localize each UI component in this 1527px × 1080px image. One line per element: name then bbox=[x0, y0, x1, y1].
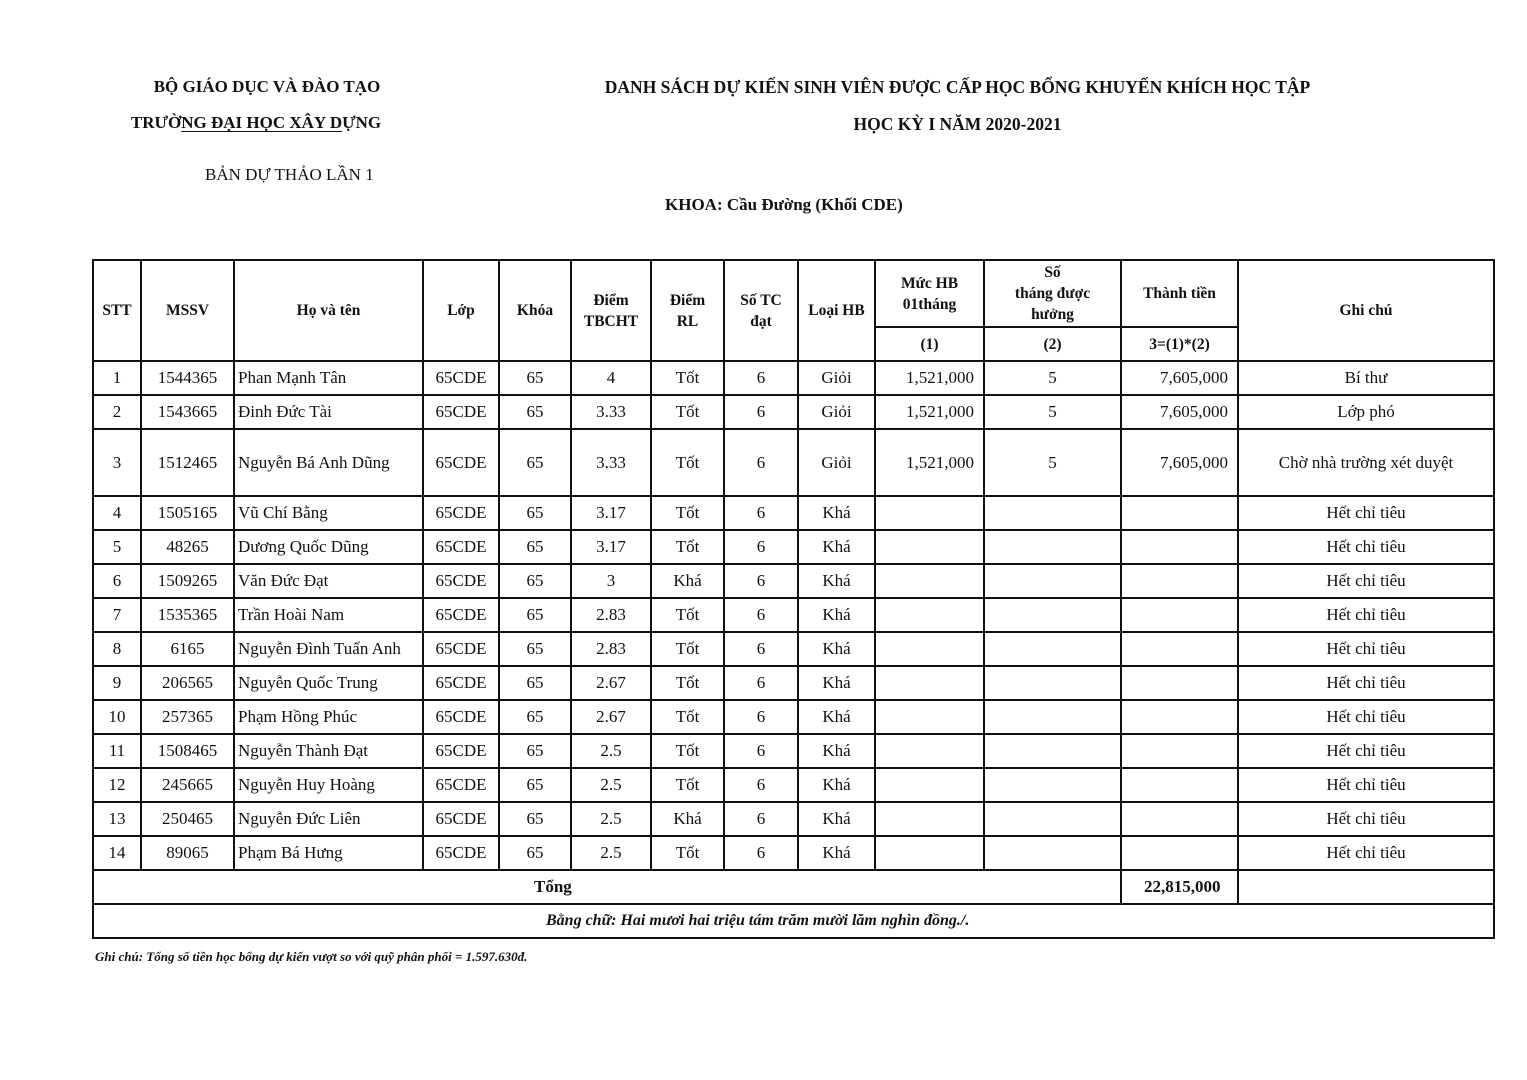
cell-monthly: 1,521,000 bbox=[875, 395, 984, 429]
cell-conduct: Tốt bbox=[651, 361, 724, 395]
cell-type: Khá bbox=[798, 632, 875, 666]
cell-mssv: 1544365 bbox=[141, 361, 234, 395]
cell-stt: 13 bbox=[93, 802, 141, 836]
col-header-conduct bbox=[651, 260, 724, 361]
cell-conduct: Tốt bbox=[651, 530, 724, 564]
cell-mssv: 89065 bbox=[141, 836, 234, 870]
cell-months bbox=[984, 564, 1121, 598]
cell-class: 65CDE bbox=[423, 666, 499, 700]
cell-gpa: 2.5 bbox=[571, 802, 651, 836]
cell-conduct: Tốt bbox=[651, 632, 724, 666]
cell-type: Giỏi bbox=[798, 429, 875, 496]
col-header-months-line2: tháng được bbox=[1014, 285, 1091, 302]
cell-type: Khá bbox=[798, 496, 875, 530]
cell-name: Văn Đức Đạt bbox=[234, 564, 423, 598]
col-header-mssv: MSSV bbox=[141, 260, 234, 361]
cell-monthly bbox=[875, 598, 984, 632]
school-name-underlined: NG ĐẠI HỌC XÂY D bbox=[181, 113, 343, 132]
cell-type: Giỏi bbox=[798, 361, 875, 395]
cell-stt: 14 bbox=[93, 836, 141, 870]
cell-gpa: 2.5 bbox=[571, 734, 651, 768]
cell-note: Hết chỉ tiêu bbox=[1238, 564, 1494, 598]
cell-amount bbox=[1121, 700, 1238, 734]
cell-note: Hết chỉ tiêu bbox=[1238, 530, 1494, 564]
col-header-note: Ghi chú bbox=[1238, 260, 1494, 361]
cell-type: Khá bbox=[798, 734, 875, 768]
cell-type: Khá bbox=[798, 802, 875, 836]
cell-monthly bbox=[875, 836, 984, 870]
cell-type: Khá bbox=[798, 598, 875, 632]
scholarship-table bbox=[92, 259, 1495, 939]
cell-stt: 2 bbox=[93, 395, 141, 429]
cell-name: Nguyễn Huy Hoàng bbox=[234, 768, 423, 802]
cell-conduct: Tốt bbox=[651, 395, 724, 429]
cell-name: Nguyễn Quốc Trung bbox=[234, 666, 423, 700]
school-name-prefix: TRƯỜ bbox=[130, 113, 182, 132]
cell-type: Khá bbox=[798, 564, 875, 598]
cell-class: 65CDE bbox=[423, 395, 499, 429]
cell-stt: 7 bbox=[93, 598, 141, 632]
cell-note: Hết chỉ tiêu bbox=[1238, 802, 1494, 836]
col-header-gpa-line2: TBCHT bbox=[583, 312, 639, 330]
col-header-months-line3: hưởng bbox=[1031, 306, 1074, 323]
cell-months: 5 bbox=[984, 361, 1121, 395]
cell-monthly bbox=[875, 632, 984, 666]
school-name-suffix: ỰNG bbox=[342, 113, 382, 132]
cell-name: Phạm Bá Hưng bbox=[234, 836, 423, 870]
cell-months bbox=[984, 496, 1121, 530]
cell-stt: 12 bbox=[93, 768, 141, 802]
cell-credits: 6 bbox=[724, 564, 798, 598]
cell-cohort: 65 bbox=[499, 802, 571, 836]
cell-conduct: Tốt bbox=[651, 496, 724, 530]
cell-cohort: 65 bbox=[499, 666, 571, 700]
cell-conduct: Tốt bbox=[651, 598, 724, 632]
cell-credits: 6 bbox=[724, 632, 798, 666]
cell-note: Hết chỉ tiêu bbox=[1238, 496, 1494, 530]
cell-cohort: 65 bbox=[499, 632, 571, 666]
cell-monthly bbox=[875, 496, 984, 530]
cell-amount bbox=[1121, 530, 1238, 564]
cell-monthly: 1,521,000 bbox=[875, 429, 984, 496]
cell-months bbox=[984, 598, 1121, 632]
total-label: Tổng bbox=[93, 870, 1121, 904]
cell-class: 65CDE bbox=[423, 361, 499, 395]
cell-months bbox=[984, 768, 1121, 802]
cell-class: 65CDE bbox=[423, 836, 499, 870]
cell-conduct: Tốt bbox=[651, 836, 724, 870]
col-header-class: Lớp bbox=[423, 260, 499, 361]
cell-cohort: 65 bbox=[499, 429, 571, 496]
cell-conduct: Khá bbox=[651, 802, 724, 836]
cell-credits: 6 bbox=[724, 768, 798, 802]
faculty-label: KHOA: Cầu Đường (Khối CDE) bbox=[665, 195, 903, 214]
cell-conduct: Tốt bbox=[651, 700, 724, 734]
table-row bbox=[93, 802, 1494, 836]
table-row bbox=[93, 598, 1494, 632]
cell-note: Hết chỉ tiêu bbox=[1238, 700, 1494, 734]
col-header-credits-line2: đạt bbox=[750, 312, 772, 330]
cell-type: Khá bbox=[798, 768, 875, 802]
table-row bbox=[93, 429, 1494, 496]
cell-stt: 9 bbox=[93, 666, 141, 700]
col-header-amount: Thành tiền bbox=[1121, 260, 1238, 327]
cell-mssv: 1509265 bbox=[141, 564, 234, 598]
cell-type: Giỏi bbox=[798, 395, 875, 429]
cell-type: Khá bbox=[798, 666, 875, 700]
cell-monthly bbox=[875, 666, 984, 700]
col-header-credits-line1: Số TC bbox=[740, 291, 782, 309]
cell-mssv: 1535365 bbox=[141, 598, 234, 632]
cell-gpa: 3.33 bbox=[571, 395, 651, 429]
cell-conduct: Tốt bbox=[651, 768, 724, 802]
col-header-name: Họ và tên bbox=[234, 260, 423, 361]
cell-name: Dương Quốc Dũng bbox=[234, 530, 423, 564]
cell-stt: 10 bbox=[93, 700, 141, 734]
cell-monthly bbox=[875, 700, 984, 734]
cell-cohort: 65 bbox=[499, 700, 571, 734]
cell-amount bbox=[1121, 836, 1238, 870]
cell-name: Phạm Hồng Phúc bbox=[234, 700, 423, 734]
col-header-gpa-line1: Điểm bbox=[593, 291, 629, 309]
cell-stt: 11 bbox=[93, 734, 141, 768]
cell-note: Lớp phó bbox=[1238, 395, 1494, 429]
cell-name: Trần Hoài Nam bbox=[234, 598, 423, 632]
col-header-cohort: Khóa bbox=[499, 260, 571, 361]
col-header-monthly bbox=[875, 260, 984, 327]
col-subheader-months: (2) bbox=[984, 327, 1121, 361]
cell-conduct: Tốt bbox=[651, 734, 724, 768]
col-header-credits bbox=[724, 260, 798, 361]
cell-note: Hết chỉ tiêu bbox=[1238, 632, 1494, 666]
cell-credits: 6 bbox=[724, 395, 798, 429]
cell-stt: 6 bbox=[93, 564, 141, 598]
cell-cohort: 65 bbox=[499, 530, 571, 564]
cell-credits: 6 bbox=[724, 734, 798, 768]
cell-amount bbox=[1121, 496, 1238, 530]
table-row bbox=[93, 734, 1494, 768]
table-row bbox=[93, 632, 1494, 666]
cell-mssv: 245665 bbox=[141, 768, 234, 802]
cell-amount bbox=[1121, 802, 1238, 836]
cell-amount bbox=[1121, 734, 1238, 768]
cell-class: 65CDE bbox=[423, 768, 499, 802]
cell-stt: 1 bbox=[93, 361, 141, 395]
table-row bbox=[93, 530, 1494, 564]
cell-amount: 7,605,000 bbox=[1121, 429, 1238, 496]
cell-gpa: 2.67 bbox=[571, 700, 651, 734]
cell-gpa: 4 bbox=[571, 361, 651, 395]
cell-mssv: 48265 bbox=[141, 530, 234, 564]
cell-stt: 4 bbox=[93, 496, 141, 530]
col-header-monthly-line2: 01tháng bbox=[902, 295, 957, 313]
cell-note: Hết chỉ tiêu bbox=[1238, 768, 1494, 802]
cell-class: 65CDE bbox=[423, 429, 499, 496]
cell-stt: 5 bbox=[93, 530, 141, 564]
col-header-stt: STT bbox=[93, 260, 141, 361]
cell-mssv: 1505165 bbox=[141, 496, 234, 530]
cell-gpa: 2.5 bbox=[571, 768, 651, 802]
school-name bbox=[56, 113, 456, 133]
cell-type: Khá bbox=[798, 530, 875, 564]
cell-name: Phan Mạnh Tân bbox=[234, 361, 423, 395]
total-row bbox=[93, 870, 1494, 904]
cell-amount bbox=[1121, 564, 1238, 598]
cell-note: Hết chỉ tiêu bbox=[1238, 734, 1494, 768]
col-header-months bbox=[984, 260, 1121, 327]
cell-class: 65CDE bbox=[423, 598, 499, 632]
cell-mssv: 1543665 bbox=[141, 395, 234, 429]
cell-months bbox=[984, 734, 1121, 768]
cell-months bbox=[984, 802, 1121, 836]
ministry-name: BỘ GIÁO DỤC VÀ ĐÀO TẠO bbox=[153, 77, 381, 96]
cell-name: Đinh Đức Tài bbox=[234, 395, 423, 429]
col-subheader-monthly: (1) bbox=[875, 327, 984, 361]
cell-amount bbox=[1121, 768, 1238, 802]
cell-class: 65CDE bbox=[423, 734, 499, 768]
col-header-gpa bbox=[571, 260, 651, 361]
cell-conduct: Tốt bbox=[651, 429, 724, 496]
cell-stt: 8 bbox=[93, 632, 141, 666]
col-header-type: Loại HB bbox=[798, 260, 875, 361]
cell-mssv: 257365 bbox=[141, 700, 234, 734]
cell-credits: 6 bbox=[724, 700, 798, 734]
cell-monthly bbox=[875, 734, 984, 768]
table-row bbox=[93, 496, 1494, 530]
cell-months bbox=[984, 530, 1121, 564]
cell-note: Bí thư bbox=[1238, 361, 1494, 395]
cell-months bbox=[984, 632, 1121, 666]
cell-months bbox=[984, 836, 1121, 870]
cell-months bbox=[984, 666, 1121, 700]
cell-credits: 6 bbox=[724, 802, 798, 836]
cell-monthly bbox=[875, 564, 984, 598]
draft-label: BẢN DỰ THẢO LẦN 1 bbox=[205, 165, 374, 184]
cell-credits: 6 bbox=[724, 429, 798, 496]
cell-note: Hết chỉ tiêu bbox=[1238, 836, 1494, 870]
cell-amount: 7,605,000 bbox=[1121, 395, 1238, 429]
table-row bbox=[93, 666, 1494, 700]
cell-conduct: Khá bbox=[651, 564, 724, 598]
cell-note: Hết chỉ tiêu bbox=[1238, 666, 1494, 700]
cell-credits: 6 bbox=[724, 836, 798, 870]
table-row bbox=[93, 564, 1494, 598]
cell-credits: 6 bbox=[724, 598, 798, 632]
total-value: 22,815,000 bbox=[1121, 870, 1238, 904]
cell-gpa: 2.5 bbox=[571, 836, 651, 870]
cell-cohort: 65 bbox=[499, 564, 571, 598]
table-row bbox=[93, 700, 1494, 734]
cell-gpa: 3 bbox=[571, 564, 651, 598]
cell-gpa: 2.67 bbox=[571, 666, 651, 700]
cell-credits: 6 bbox=[724, 666, 798, 700]
cell-name: Nguyễn Đức Liên bbox=[234, 802, 423, 836]
table-row bbox=[93, 768, 1494, 802]
cell-cohort: 65 bbox=[499, 836, 571, 870]
table-row bbox=[93, 836, 1494, 870]
cell-note: Chờ nhà trường xét duyệt bbox=[1238, 429, 1494, 496]
cell-gpa: 3.17 bbox=[571, 496, 651, 530]
cell-months bbox=[984, 700, 1121, 734]
footnote: Ghi chú: Tổng số tiền học bổng dự kiến vượt so với quỹ phân phối = 1.597.630đ. bbox=[95, 949, 528, 964]
cell-class: 65CDE bbox=[423, 632, 499, 666]
cell-class: 65CDE bbox=[423, 530, 499, 564]
cell-note: Hết chỉ tiêu bbox=[1238, 598, 1494, 632]
amount-in-words: Bằng chữ: Hai mươi hai triệu tám trăm mười lăm nghìn đồng./. bbox=[93, 904, 1494, 938]
cell-monthly bbox=[875, 530, 984, 564]
col-header-conduct-line2: RL bbox=[676, 312, 699, 330]
cell-gpa: 3.17 bbox=[571, 530, 651, 564]
col-header-conduct-line1: Điểm bbox=[669, 291, 706, 309]
cell-cohort: 65 bbox=[499, 395, 571, 429]
col-header-months-line1: Số bbox=[1044, 264, 1061, 281]
cell-cohort: 65 bbox=[499, 598, 571, 632]
col-header-monthly-line1: Mức HB bbox=[900, 274, 959, 292]
amount-in-words-row bbox=[93, 904, 1494, 938]
cell-class: 65CDE bbox=[423, 802, 499, 836]
cell-months: 5 bbox=[984, 429, 1121, 496]
cell-amount bbox=[1121, 598, 1238, 632]
cell-cohort: 65 bbox=[499, 734, 571, 768]
col-subheader-amount: 3=(1)*(2) bbox=[1121, 327, 1238, 361]
cell-class: 65CDE bbox=[423, 700, 499, 734]
cell-class: 65CDE bbox=[423, 564, 499, 598]
table-row bbox=[93, 361, 1494, 395]
cell-gpa: 2.83 bbox=[571, 632, 651, 666]
cell-amount bbox=[1121, 632, 1238, 666]
cell-gpa: 3.33 bbox=[571, 429, 651, 496]
cell-credits: 6 bbox=[724, 361, 798, 395]
cell-monthly bbox=[875, 802, 984, 836]
cell-credits: 6 bbox=[724, 496, 798, 530]
cell-mssv: 250465 bbox=[141, 802, 234, 836]
cell-months: 5 bbox=[984, 395, 1121, 429]
cell-amount bbox=[1121, 666, 1238, 700]
cell-monthly: 1,521,000 bbox=[875, 361, 984, 395]
table-row bbox=[93, 395, 1494, 429]
cell-type: Khá bbox=[798, 700, 875, 734]
table-header-row bbox=[93, 260, 1494, 327]
cell-name: Nguyễn Đình Tuấn Anh bbox=[234, 632, 423, 666]
cell-amount: 7,605,000 bbox=[1121, 361, 1238, 395]
cell-credits: 6 bbox=[724, 530, 798, 564]
cell-mssv: 206565 bbox=[141, 666, 234, 700]
semester-title: HỌC KỲ I NĂM 2020-2021 bbox=[853, 114, 1062, 134]
cell-type: Khá bbox=[798, 836, 875, 870]
cell-mssv: 1508465 bbox=[141, 734, 234, 768]
cell-cohort: 65 bbox=[499, 361, 571, 395]
cell-name: Nguyễn Thành Đạt bbox=[234, 734, 423, 768]
document-title: DANH SÁCH DỰ KIẾN SINH VIÊN ĐƯỢC CẤP HỌC BỔNG KHUYẾN KHÍCH HỌC TẬP bbox=[604, 77, 1311, 97]
cell-mssv: 1512465 bbox=[141, 429, 234, 496]
cell-cohort: 65 bbox=[499, 496, 571, 530]
cell-class: 65CDE bbox=[423, 496, 499, 530]
cell-conduct: Tốt bbox=[651, 666, 724, 700]
cell-monthly bbox=[875, 768, 984, 802]
cell-stt: 3 bbox=[93, 429, 141, 496]
cell-cohort: 65 bbox=[499, 768, 571, 802]
cell-gpa: 2.83 bbox=[571, 598, 651, 632]
cell-name: Vũ Chí Bằng bbox=[234, 496, 423, 530]
cell-mssv: 6165 bbox=[141, 632, 234, 666]
total-note-cell bbox=[1238, 870, 1494, 904]
cell-name: Nguyễn Bá Anh Dũng bbox=[234, 429, 423, 496]
